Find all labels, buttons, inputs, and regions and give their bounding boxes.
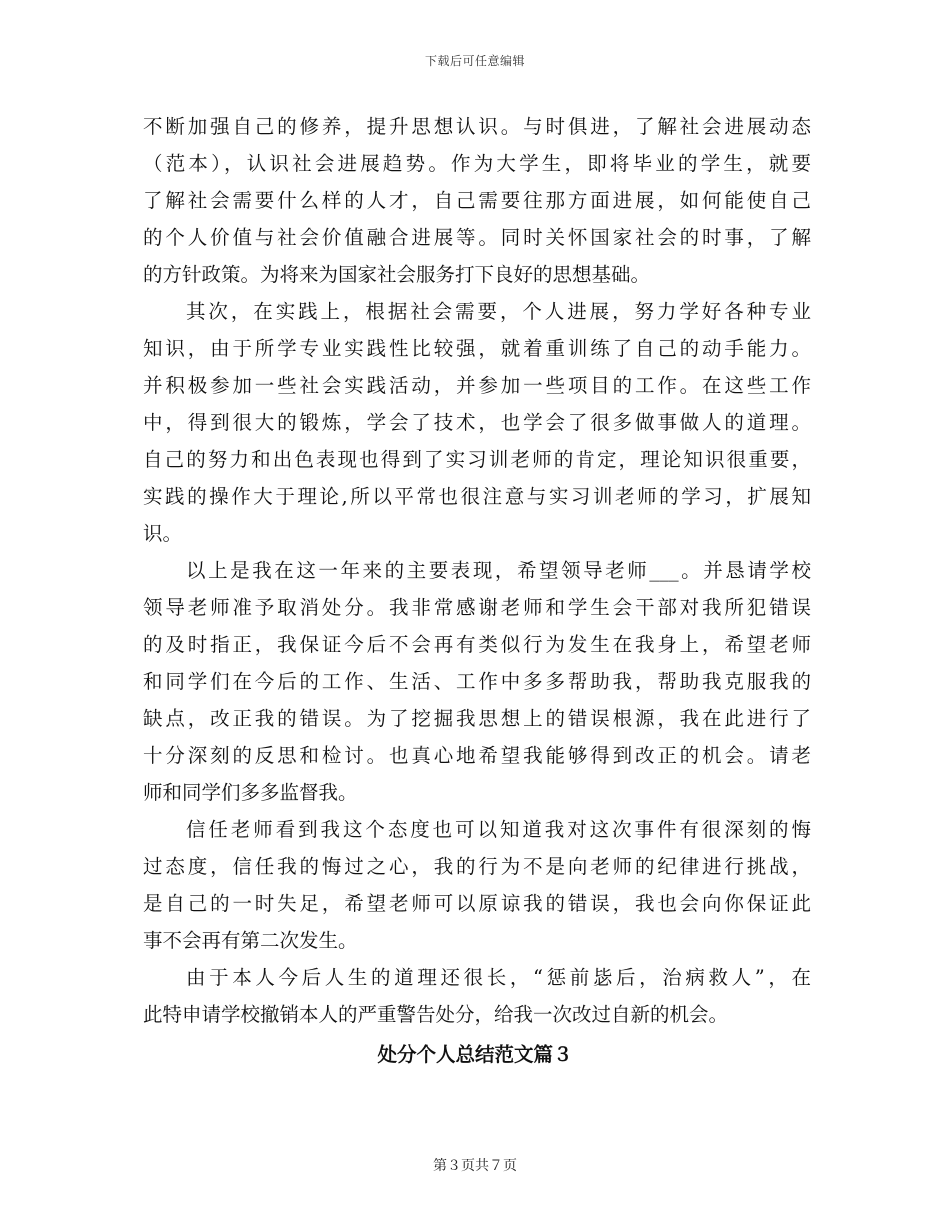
text-line: （范本），认识社会进展趋势。作为大学生，即将毕业的学生，就要: [143, 152, 811, 175]
paragraph-3: [143, 552, 811, 811]
page-number: 第３页共７页: [433, 1158, 517, 1174]
text-line: 领导老师准予取消处分。我非常感谢老师和学生会干部对我所犯错误: [143, 596, 811, 619]
text-line: 师和同学们多多监督我。: [143, 781, 358, 804]
text-line: 信任老师看到我这个态度也可以知道我对这次事件有很深刻的悔: [186, 818, 811, 841]
header-note: 下载后可任意编辑: [424, 54, 525, 68]
text-line: 缺点，改正我的错误。为了挖掘我思想上的错误根源，我在此进行了: [143, 707, 811, 730]
text-line: 中，得到很大的锻炼，学会了技术，也学会了很多做事做人的道理。: [143, 411, 811, 434]
text-line: 识。: [143, 522, 183, 545]
text-line: 以上是我在这一年来的主要表现，希望领导老师___。并恳请学校: [186, 559, 811, 582]
paragraph-2: [143, 293, 811, 552]
text-line: 知识，由于所学专业实践性比较强，就着重训练了自己的动手能力。: [143, 337, 811, 360]
text-line: 和同学们在今后的工作、生活、工作中多多帮助我，帮助我克服我的: [143, 670, 811, 693]
text-line: 事不会再有第二次发生。: [143, 929, 358, 952]
text-line: 了解社会需要什么样的人才，自己需要往那方面进展，如何能使自己: [143, 189, 811, 212]
text-line: 的方针政策。为将来为国家社会服务打下良好的思想基础。: [143, 263, 651, 286]
text-line: 不断加强自己的修养，提升思想认识。与时俱进，了解社会进展动态: [143, 115, 811, 138]
text-line: 过态度，信任我的悔过之心，我的行为不是向老师的纪律进行挑战，: [143, 855, 811, 878]
paragraph-4: [143, 811, 811, 959]
document-body: [143, 108, 811, 1033]
text-line: 并积极参加一些社会实践活动，并参加一些项目的工作。在这些工作: [143, 374, 811, 397]
paragraph-5: [143, 959, 811, 1033]
text-line: 的个人价值与社会价值融合进展等。同时关怀国家社会的时事，了解: [143, 226, 811, 249]
section-heading: 处分个人总结范文篇３: [377, 1043, 573, 1066]
text-line: 十分深刻的反思和检讨。也真心地希望我能够得到改正的机会。请老: [143, 744, 811, 767]
text-line: 是自己的一时失足，希望老师可以原谅我的错误，我也会向你保证此: [143, 892, 811, 915]
text-line: 的及时指正，我保证今后不会再有类似行为发生在我身上，希望老师: [143, 633, 811, 656]
text-line: 此特申请学校撤销本人的严重警告处分，给我一次改过自新的机会。: [143, 1003, 729, 1026]
paragraph-1: [143, 108, 811, 293]
text-line: 由于本人今后人生的道理还很长，“惩前毖后，治病救人”，在: [186, 966, 811, 989]
text-line: 实践的操作大于理论,所以平常也很注意与实习训老师的学习，扩展知: [143, 485, 811, 508]
text-line: 其次，在实践上，根据社会需要，个人进展，努力学好各种专业: [186, 300, 811, 323]
text-line: 自己的努力和出色表现也得到了实习训老师的肯定，理论知识很重要，: [143, 448, 811, 471]
